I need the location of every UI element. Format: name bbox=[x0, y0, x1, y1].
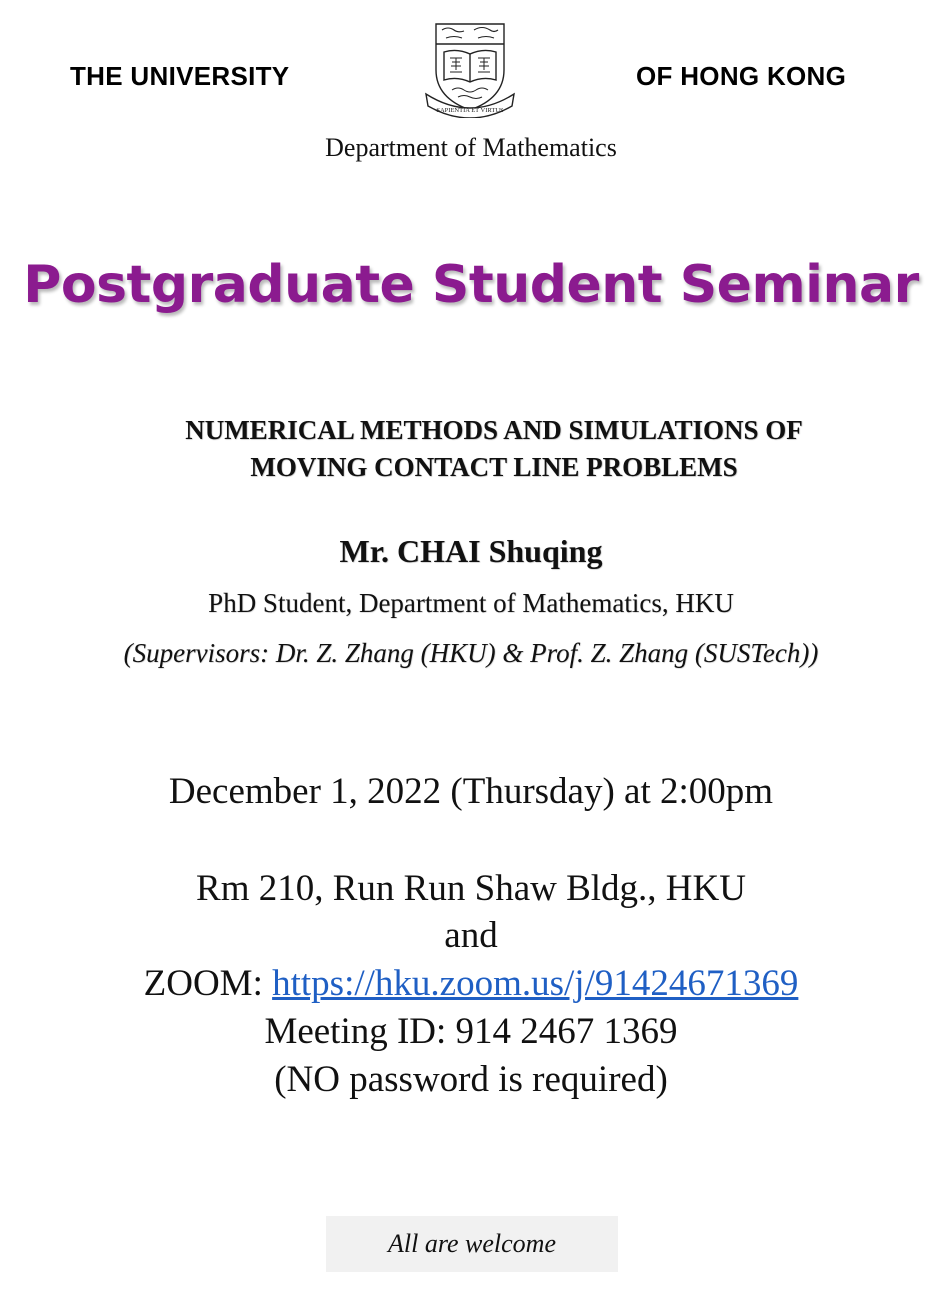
venue-and-text: and bbox=[444, 915, 498, 956]
zoom-meeting-link[interactable]: https://hku.zoom.us/j/91424671369 bbox=[272, 963, 799, 1004]
department-name: Department of Mathematics bbox=[325, 133, 617, 162]
university-crest-icon bbox=[422, 18, 518, 118]
welcome-box bbox=[326, 1216, 618, 1272]
speaker-name: Mr. CHAI Shuqing bbox=[339, 533, 603, 569]
seminar-banner-title: Postgraduate Student Seminar bbox=[23, 255, 919, 315]
password-note: (NO password is required) bbox=[274, 1059, 668, 1100]
zoom-line bbox=[0, 962, 942, 1005]
talk-title bbox=[120, 412, 868, 486]
speaker-affiliation: PhD Student, Department of Mathematics, HKU bbox=[208, 588, 734, 618]
zoom-label: ZOOM: bbox=[143, 963, 273, 1004]
event-venue: Rm 210, Run Run Shaw Bldg., HKU bbox=[196, 868, 746, 909]
header-right-text: OF HONG KONG bbox=[636, 61, 847, 91]
header-left-text: THE UNIVERSITY bbox=[70, 61, 290, 91]
speaker-supervisors: (Supervisors: Dr. Z. Zhang (HKU) & Prof. Z. Zhang (SUSTech)) bbox=[123, 638, 819, 668]
talk-title-line-1: NUMERICAL METHODS AND SIMULATIONS OF bbox=[185, 415, 803, 445]
talk-title-line-2: MOVING CONTACT LINE PROBLEMS bbox=[250, 452, 738, 482]
crest-motto: SAPIENTIA ET VIRTUS bbox=[436, 107, 504, 114]
welcome-text: All are welcome bbox=[388, 1229, 556, 1258]
meeting-id: Meeting ID: 914 2467 1369 bbox=[264, 1011, 678, 1052]
event-datetime: December 1, 2022 (Thursday) at 2:00pm bbox=[168, 771, 774, 812]
